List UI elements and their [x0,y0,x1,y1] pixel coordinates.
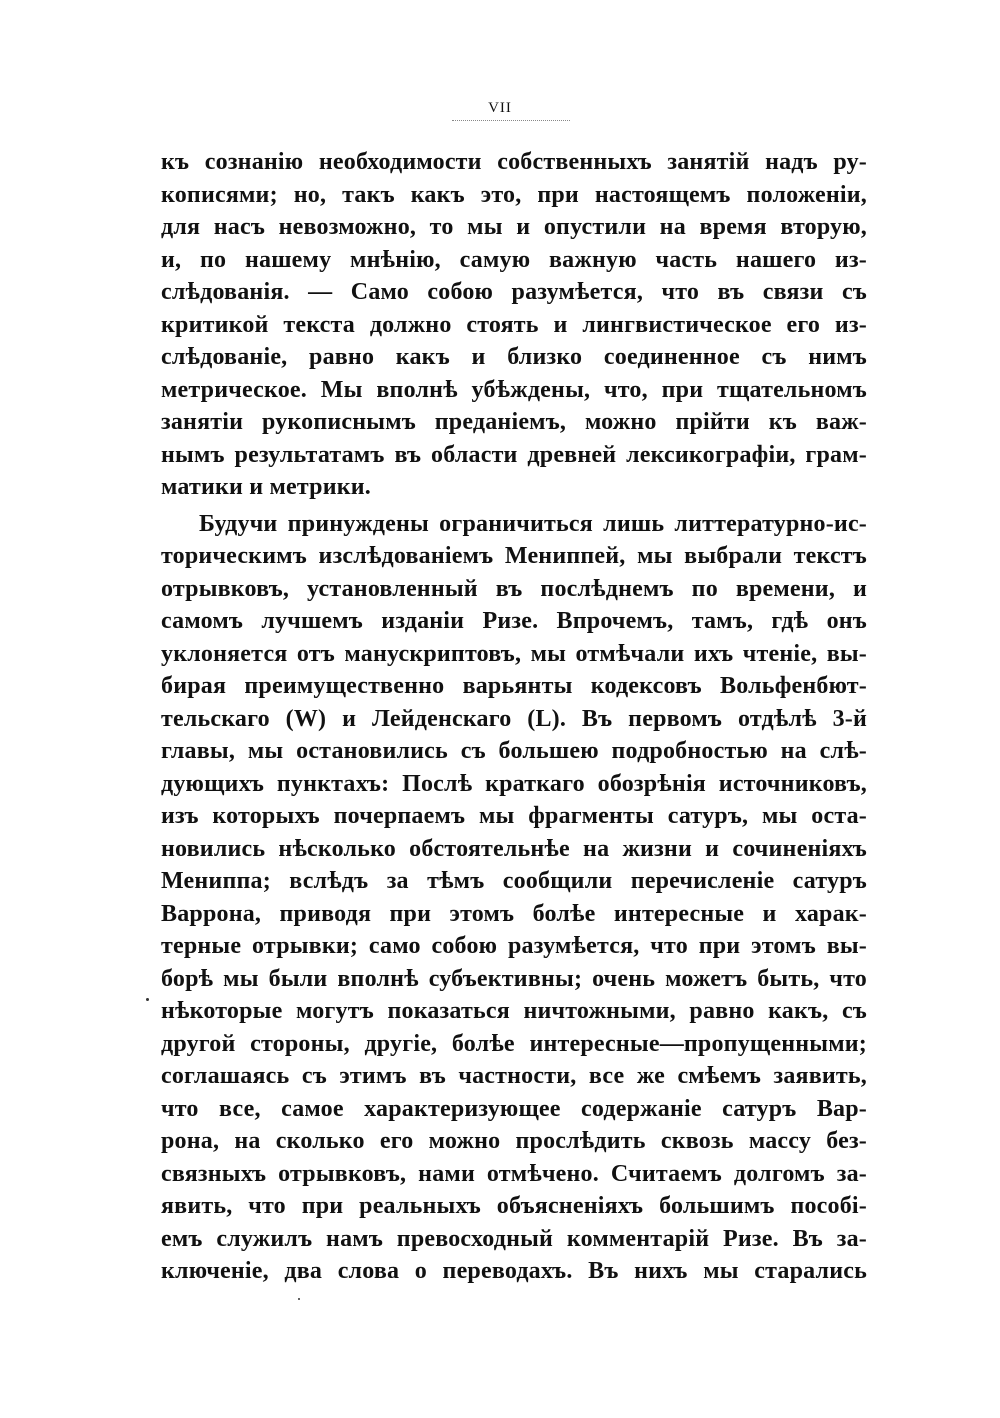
text-line: Варрона, приводя при этомъ болѣе интересные и харак- [161,900,867,927]
text-line: критикой текста должно стоять и лингвистическое его из- [161,311,867,338]
text-line: дующихъ пунктахъ: Послѣ краткаго обозрѣнія источниковъ, [161,770,867,797]
text-line: нѣкоторые могутъ показаться ничтожными, равно какъ, съ [161,998,867,1024]
text-line: новились нѣсколько обстоятельнѣе на жизни и сочиненіяхъ [161,835,867,862]
header-rule [452,120,570,121]
scan-speck [146,998,149,1001]
page-number: VII [488,100,512,116]
text-line: борѣ мы были вполнѣ субъективны; очень можетъ быть, что [161,965,867,992]
text-line: явить, что при реальныхъ объясненіяхъ большимъ пособі- [161,1193,867,1219]
paragraph-2 [161,508,867,1288]
text-line: связныхъ отрывковъ, нами отмѣчено. Считаемъ долгомъ за- [161,1160,867,1187]
text-line: терные отрывки; само собою разумѣется, что при этомъ вы- [161,933,867,959]
text-line: метрическое. Мы вполнѣ убѣждены, что, при тщательномъ [161,376,867,403]
scan-speck [298,1298,300,1300]
text-line: ключеніе, два слова о переводахъ. Въ нихъ мы старались [161,1258,867,1284]
text-line: кописями; но, такъ какъ это, при настоящемъ положеніи, [161,181,867,208]
text-line: бирая преимущественно варьянты кодексовъ Вольфенбют- [161,673,867,699]
text-line: рона, на сколько его можно прослѣдить сквозь массу без- [161,1128,867,1154]
text-line: нымъ результатамъ въ области древней лексикографіи, грам- [161,441,867,468]
text-line: самомъ лучшемъ изданіи Ризе. Впрочемъ, тамъ, гдѣ онъ [161,608,867,634]
text-line: торическимъ изслѣдованіемъ Мениппей, мы выбрали текстъ [161,543,867,569]
text-line: другой стороны, другіе, болѣе интересные—пропущенными; [161,1030,867,1057]
text-line: изъ которыхъ почерпаемъ мы фрагменты сатуръ, мы оста- [161,803,867,829]
text-line: и, по нашему мнѣнію, самую важную часть нашего из- [161,246,867,273]
text-line: Мениппа; вслѣдъ за тѣмъ сообщили перечисленіе сатуръ [161,868,867,894]
text-line: отрывковъ, установленный въ послѣднемъ по времени, и [161,575,867,602]
text-line: тельскаго (W) и Лейденскаго (L). Въ первомъ отдѣлѣ 3-й [161,705,867,732]
text-line: главы, мы остановились съ большею подробностью на слѣ- [161,738,867,764]
text-line: для насъ невозможно, то мы и опустили на время вторую, [161,214,867,240]
paragraph-1 [161,146,867,504]
text-line: Будучи принуждены ограничиться лишь литтературно-ис- [199,510,867,537]
text-line: соглашаясь съ этимъ въ частности, все же смѣемъ заявить, [161,1063,867,1089]
text-line: занятіи рукописнымъ преданіемъ, можно прійти къ важ- [161,409,867,435]
text-line: слѣдованіе, равно какъ и близко соединенное съ нимъ [161,344,867,370]
text-line: слѣдованія. — Само собою разумѣется, что въ связи съ [161,279,867,305]
text-line: емъ служилъ намъ превосходный комментарій Ризе. Въ за- [161,1225,867,1252]
body-text [161,146,867,1288]
text-line: что все, самое характеризующее содержаніе сатуръ Вар- [161,1095,867,1122]
text-line: уклоняется отъ манускриптовъ, мы отмѣчали ихъ чтеніе, вы- [161,640,867,667]
text-line: матики и метрики. [161,474,371,500]
text-line: къ сознанію необходимости собственныхъ занятій надъ ру- [161,149,867,175]
